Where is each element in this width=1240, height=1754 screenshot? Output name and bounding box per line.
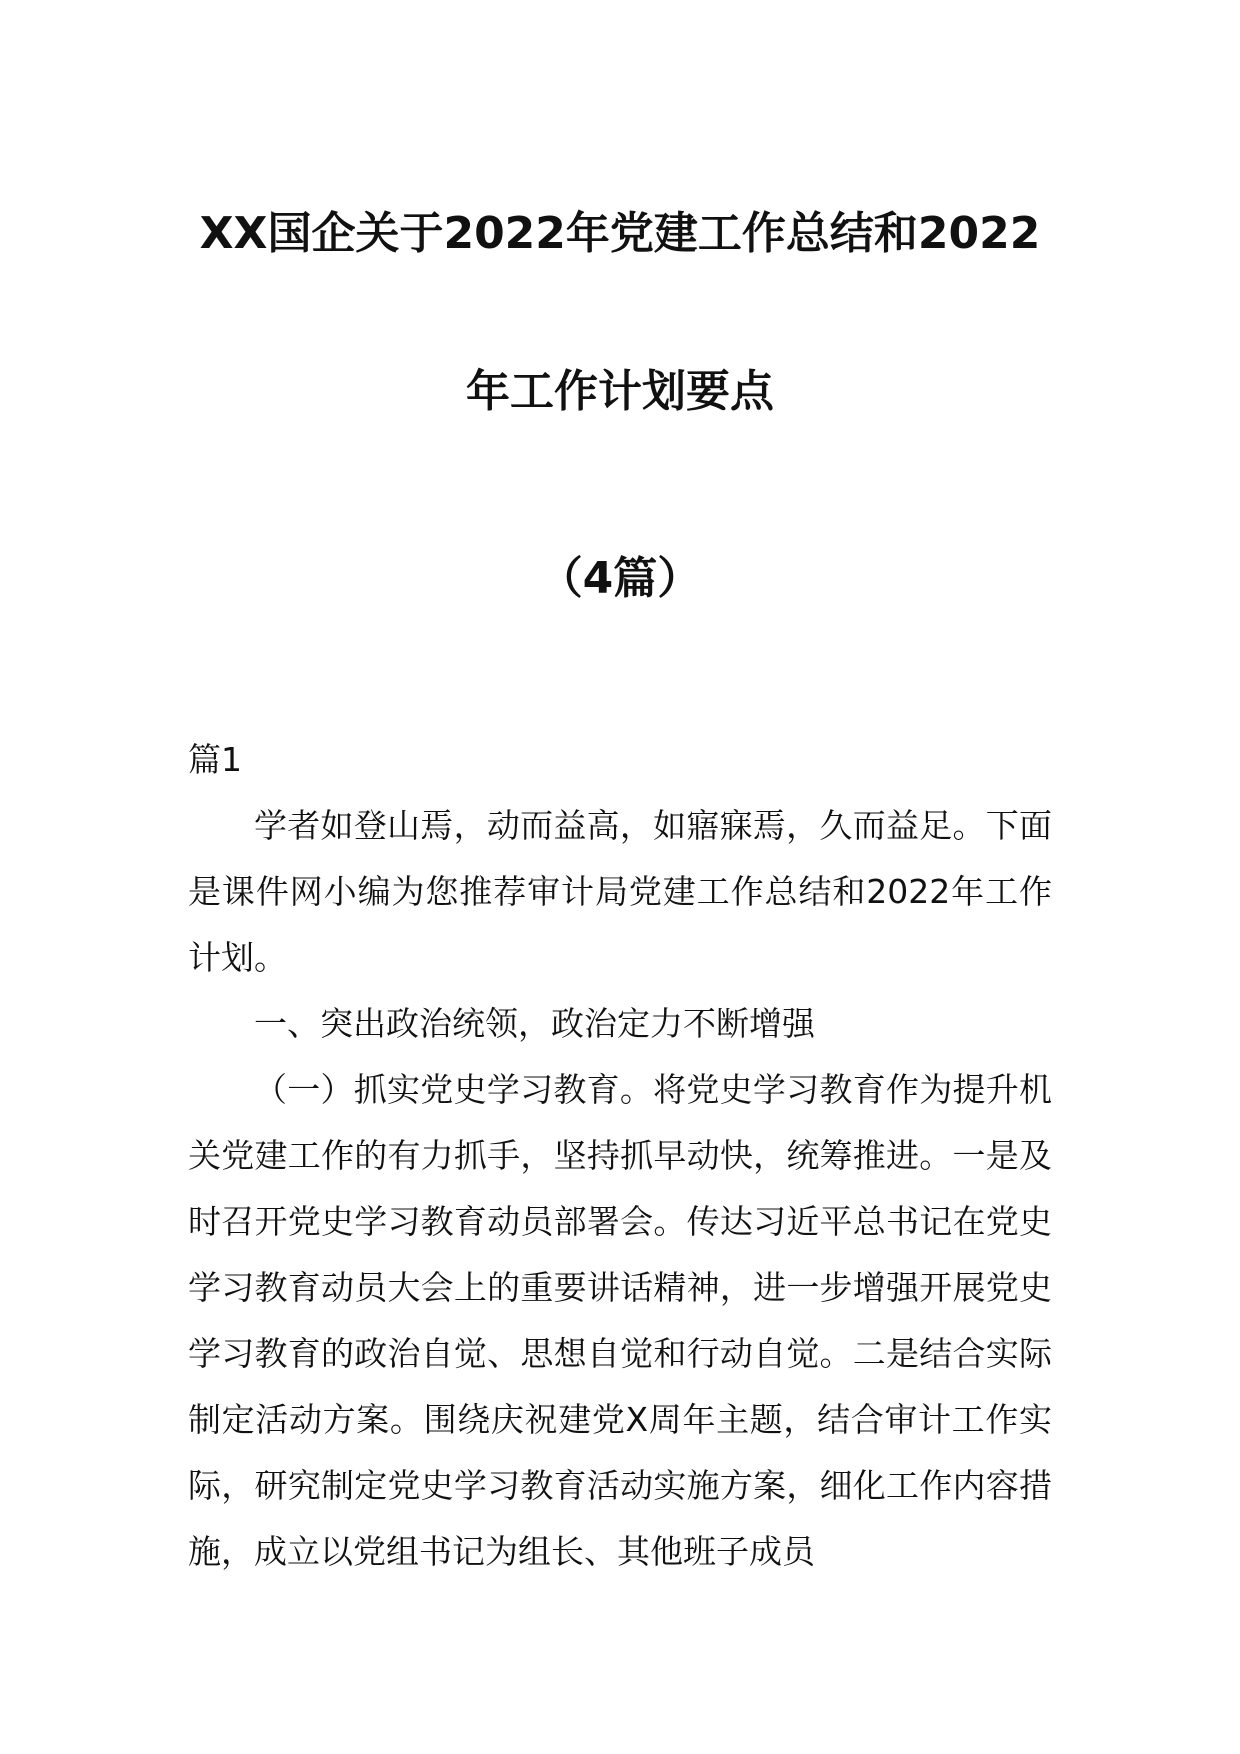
section-label: 篇1 [188, 740, 242, 779]
document-body [188, 727, 1052, 1585]
document-title-line-2: 年工作计划要点 [466, 366, 774, 417]
paragraph-intro: 学者如登山焉，动而益高，如寤寐焉，久而益足。下面是课件网小编为您推荐审计局党建工作总结和2022年工作计划。 [188, 806, 1052, 977]
paragraph-subsection-1: （一）抓实党史学习教育。将党史学习教育作为提升机关党建工作的有力抓手，坚持抓早动快，统筹推进。一是及时召开党史学习教育动员部署会。传达习近平总书记在党史学习教育动员大会上的重要讲话精神，进一步增强开展党史学习教育的政治自觉、思想自觉和行动自觉。二是结合实际制定活动方案。围绕庆祝建党X周年主题，结合审计工作实际，研究制定党史学习教育活动实施方案，细化工作内容措施，成立以党组书记为组长、其他班子成员 [188, 1070, 1052, 1571]
document-title-line-1: XX国企关于2022年党建工作总结和2022 [199, 208, 1041, 259]
paragraph-heading-1: 一、突出政治统领，政治定力不断增强 [254, 1004, 815, 1043]
document-subtitle: （4篇） [538, 553, 702, 604]
